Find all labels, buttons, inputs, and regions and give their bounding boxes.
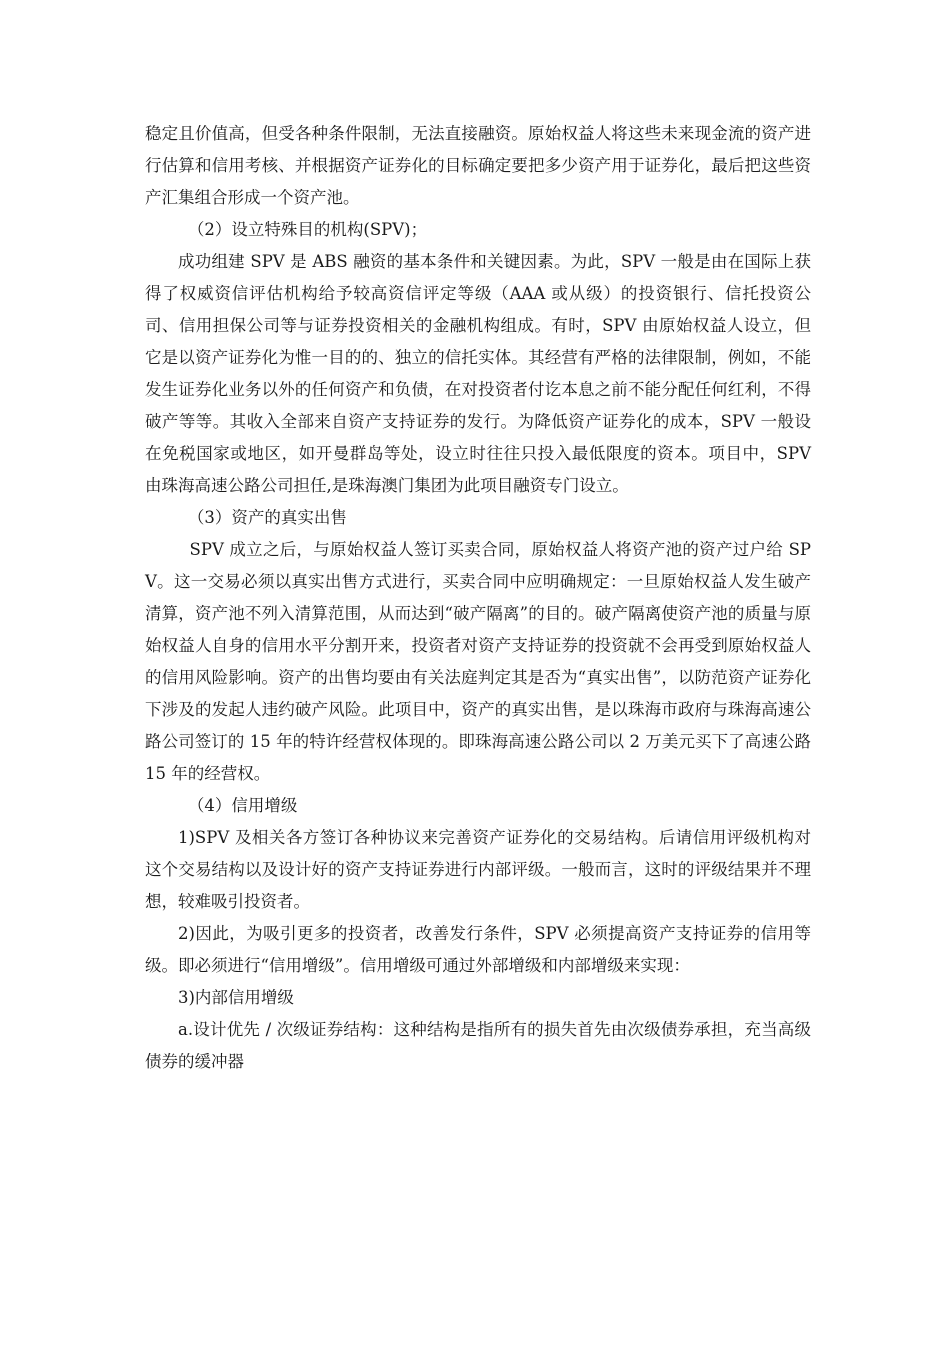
section-heading-spv-setup: （2）设立特殊目的机构(SPV)； <box>187 220 428 239</box>
paragraph-item-a: a.设计优先 / 次级证券结构：这种结构是指所有的损失首先由次级债券承担，充当高级债券的缓冲器 <box>145 1020 811 1071</box>
section-heading-true-sale: （3）资产的真实出售 <box>187 508 347 527</box>
paragraph-item-2: 2)因此，为吸引更多的投资者，改善发行条件，SPV 必须提高资产支持证券的信用等级。即必须进行“信用增级”。信用增级可通过外部增级和内部增级来实现： <box>145 924 811 975</box>
paragraph-item-1: 1)SPV 及相关各方签订各种协议来完善资产证券化的交易结构。后请信用评级机构对这个交易结构以及设计好的资产支持证券进行内部评级。一般而言，这时的评级结果并不理想，较难吸引投资者。 <box>145 828 811 911</box>
paragraph-pool-intro: 稳定且价值高，但受各种条件限制，无法直接融资。原始权益人将这些未来现金流的资产进行估算和信用考核、并根据资产证券化的目标确定要把多少资产用于证券化，最后把这些资产汇集组合形成一个资产池。 <box>145 124 811 207</box>
document-body <box>145 118 811 1078</box>
paragraph-item-3: 3)内部信用增级 <box>178 988 294 1007</box>
paragraph-true-sale: SPV 成立之后，与原始权益人签订买卖合同，原始权益人将资产池的资产过户给 SPV。这一交易必须以真实出售方式进行，买卖合同中应明确规定：一旦原始权益人发生破产清算，资产池不列入清算范围，从而达到“破产隔离”的目的。破产隔离使资产池的质量与原始权益人自身的信用水平分割开来，投资者对资产支持证券的投资就不会再受到原始权益人的信用风险影响。资产的出售均要由有关法庭判定其是否为“真实出售”，以防范资产证券化下涉及的发起人违约破产风险。此项目中，资产的真实出售，是以珠海市政府与珠海高速公路公司签订的 15 年的特许经营权体现的。即珠海高速公路公司以 2 万美元买下了高速公路 15 年的经营权。 <box>145 540 811 783</box>
section-heading-credit-enhancement: （4）信用增级 <box>187 796 298 815</box>
paragraph-spv: 成功组建 SPV 是 ABS 融资的基本条件和关键因素。为此，SPV 一般是由在国际上获得了权威资信评估机构给予较高资信评定等级（AAA 或从级）的投资银行、信托投资公司、信用担保公司等与证券投资相关的金融机构组成。有时，SPV 由原始权益人设立，但它是以资产证券化为惟一目的的、独立的信托实体。其经营有严格的法律限制，例如，不能发生证券化业务以外的任何资产和负债，在对投资者付讫本息之前不能分配任何红利，不得破产等等。其收入全部来自资产支持证券的发行。为降低资产证券化的成本，SPV 一般设在免税国家或地区，如开曼群岛等处，设立时往往只投入最低限度的资本。项目中，SPV 由珠海高速公路公司担任,是珠海澳门集团为此项目融资专门设立。 <box>145 252 811 495</box>
